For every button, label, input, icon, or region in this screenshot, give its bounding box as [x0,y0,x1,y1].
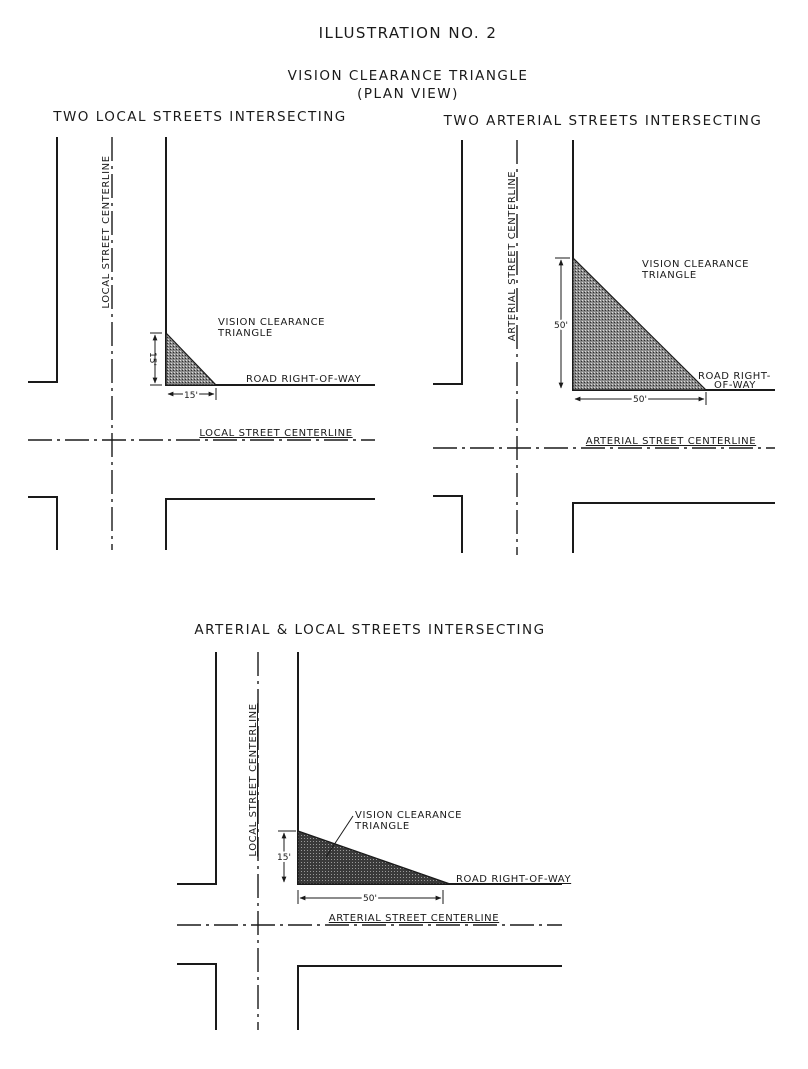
illustration-title: ILLUSTRATION NO. 2 [318,24,498,42]
street-edge-top-right [166,137,375,385]
right-of-way-label: ROAD RIGHT- [698,371,771,382]
triangle-label-2: TRIANGLE [355,821,410,832]
street-edge-bottom-left [433,496,462,553]
triangle-label: VISION CLEARANCE [642,259,750,270]
right-of-way-label: ROAD RIGHT-OF-WAY [456,874,572,885]
vertical-centerline-label: LOCAL STREET CENTERLINE [101,155,112,309]
vision-clearance-triangle [166,333,216,385]
street-edge-bottom-right [298,966,562,1030]
panel-heading: TWO LOCAL STREETS INTERSECTING [53,109,347,125]
triangle-label-2: TRIANGLE [642,270,697,281]
vertical-centerline-label: LOCAL STREET CENTERLINE [248,703,259,857]
dim-vertical-label: 50' [554,321,568,331]
dim-vertical-label: 15' [277,853,291,863]
dim-vertical-label: 15' [147,352,157,366]
right-of-way-label-2: OF-WAY [714,380,756,391]
street-edge-bottom-left [177,964,216,1030]
horizontal-centerline-label: ARTERIAL STREET CENTERLINE [585,436,757,447]
panel-local-local [28,109,375,550]
horizontal-centerline-label: ARTERIAL STREET CENTERLINE [328,913,500,924]
panel-arterial-local [177,622,571,1030]
panel-arterial-arterial [433,113,775,555]
street-edge-bottom-left [28,497,57,550]
triangle-label-2: TRIANGLE [218,328,273,339]
street-edge-top-left [177,652,216,884]
street-edge-bottom-right [573,503,775,553]
dim-horizontal-label: 50' [363,894,377,904]
panel-heading: ARTERIAL & LOCAL STREETS INTERSECTING [194,622,546,638]
dim-horizontal-label: 50' [633,395,647,405]
street-edge-bottom-right [166,499,375,550]
triangle-label: VISION CLEARANCE [355,810,463,821]
dim-horizontal-label: 15' [184,391,198,401]
diagram-subtitle: VISION CLEARANCE TRIANGLE [287,68,529,84]
vertical-centerline-label: ARTERIAL STREET CENTERLINE [507,170,518,342]
diagram-subtitle-view: (PLAN VIEW) [357,86,459,102]
street-edge-top-left [433,140,462,384]
vision-clearance-triangle [298,831,450,884]
triangle-label: VISION CLEARANCE [218,317,326,328]
street-edge-top-left [28,137,57,382]
right-of-way-label: ROAD RIGHT-OF-WAY [246,374,362,385]
horizontal-centerline-label: LOCAL STREET CENTERLINE [199,428,353,439]
panel-heading: TWO ARTERIAL STREETS INTERSECTING [443,113,763,129]
